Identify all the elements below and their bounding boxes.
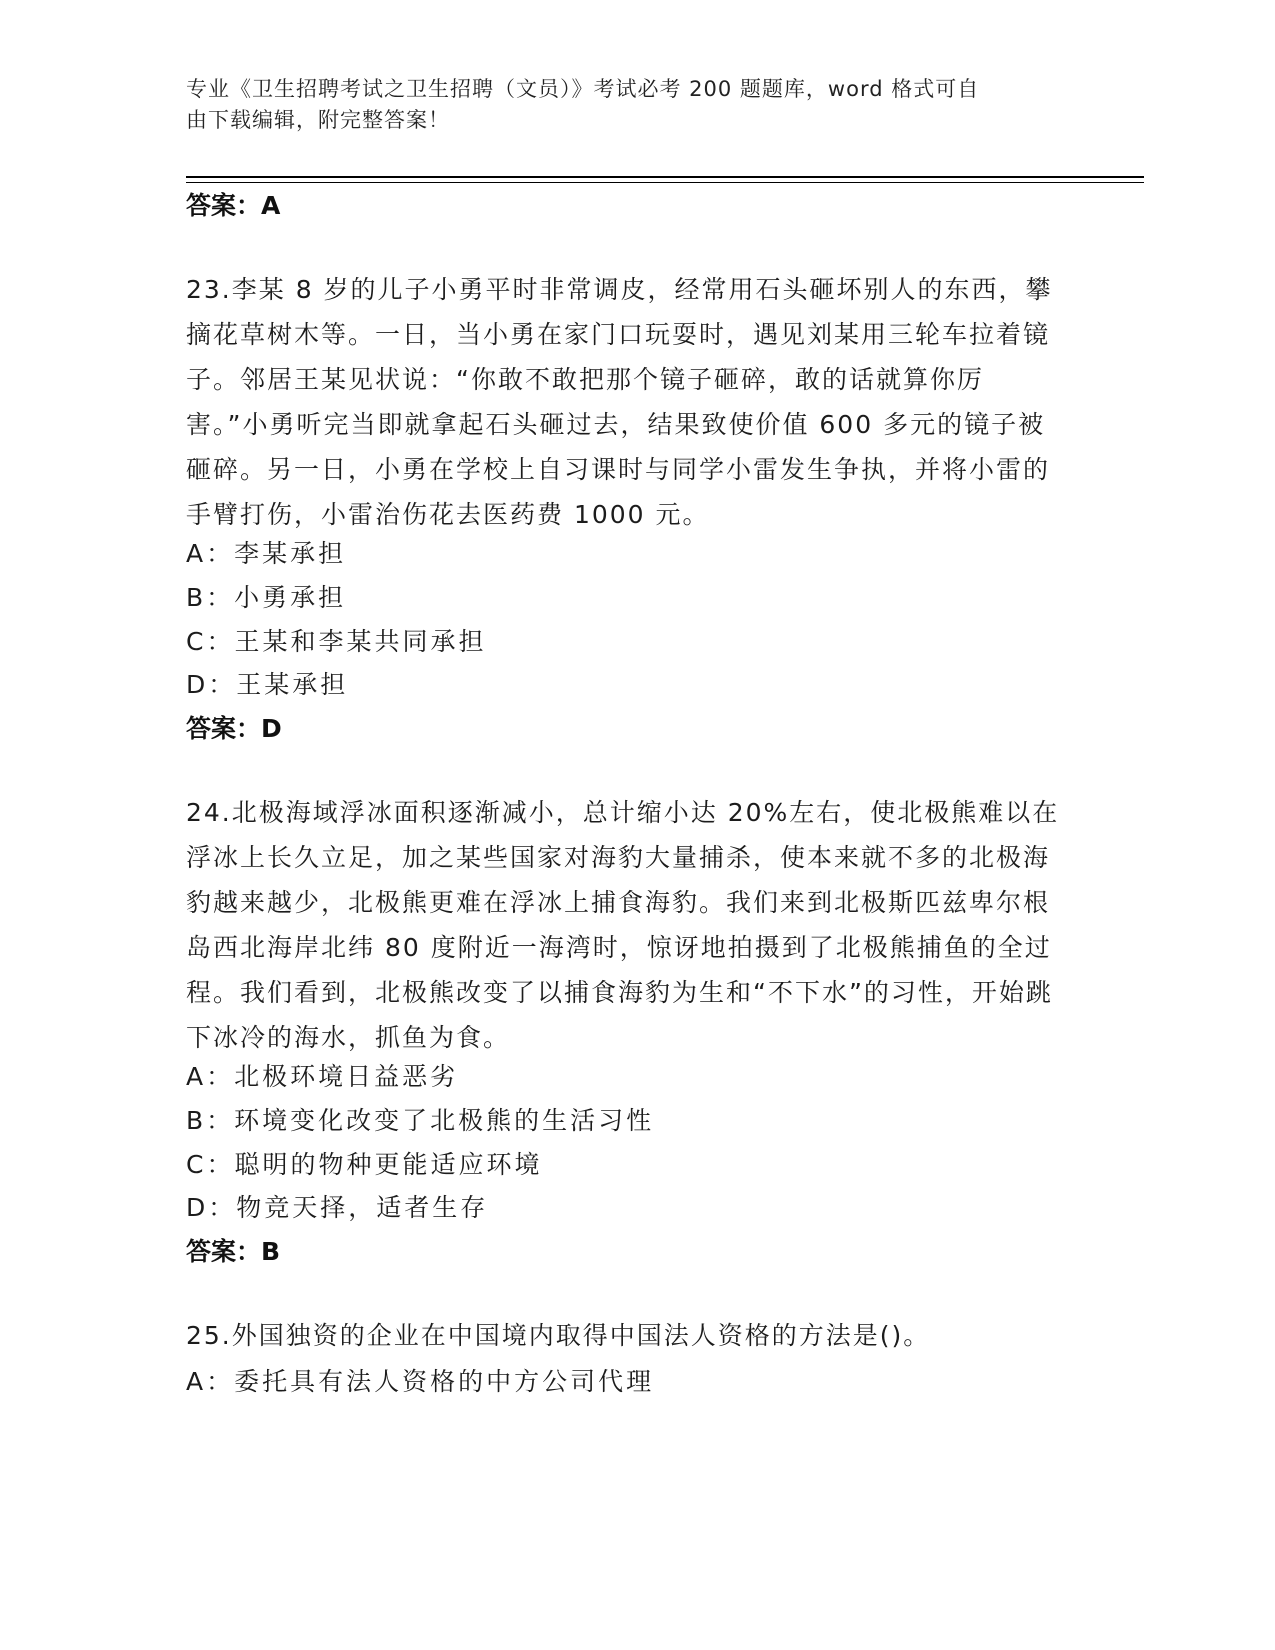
document-header	[186, 74, 1066, 136]
question-24-option-b: B：环境变化改变了北极熊的生活习性	[186, 1106, 655, 1135]
question-23-answer: 答案：D	[186, 714, 282, 743]
question-23-option-c: C：王某和李某共同承担	[186, 627, 487, 656]
header-rule-thick	[186, 176, 1144, 178]
header-rule-thin	[186, 182, 1144, 183]
question-23-option-d: D：王某承担	[186, 670, 349, 699]
question-23-option-a: A：李某承担	[186, 539, 347, 568]
question-23-text: 23.李某 8 岁的儿子小勇平时非常调皮，经常用石头砸坏别人的东西，攀摘花草树木等。一日，当小勇在家门口玩耍时，遇见刘某用三轮车拉着镜子。邻居王某见状说：“你敢不敢把那个镜子砸碎，敢的话就算你厉害。”小勇听完当即就拿起石头砸过去，结果致使价值 600 多元的镜子被砸碎。另一日，小勇在学校上自习课时与同学小雷发生争执，并将小雷的手臂打伤，小雷治伤花去医药费 1000 元。	[186, 275, 1053, 529]
header-line-2: 由下载编辑，附完整答案！	[186, 108, 450, 132]
question-24-text: 24.北极海域浮冰面积逐渐减小，总计缩小达 20%左右，使北极熊难以在浮冰上长久立足，加之某些国家对海豹大量捕杀，使本来就不多的北极海豹越来越少，北极熊更难在浮冰上捕食海豹。我们来到北极斯匹兹卑尔根岛西北海岸北纬 80 度附近一海湾时，惊讶地拍摄到了北极熊捕鱼的全过程。我们看到，北极熊改变了以捕食海豹为生和“不下水”的习性，开始跳下冰冷的海水，抓鱼为食。	[186, 798, 1060, 1052]
question-25-option-a: A：委托具有法人资格的中方公司代理	[186, 1367, 655, 1396]
question-24-option-a: A：北极环境日益恶劣	[186, 1062, 459, 1091]
answer-22: 答案：A	[186, 191, 281, 220]
question-23-option-b: B：小勇承担	[186, 583, 347, 612]
question-24-option-d: D：物竞天择，适者生存	[186, 1193, 489, 1222]
question-24-option-c: C：聪明的物种更能适应环境	[186, 1150, 543, 1179]
question-25-text: 25.外国独资的企业在中国境内取得中国法人资格的方法是()。	[186, 1321, 931, 1350]
question-24-answer: 答案：B	[186, 1237, 281, 1266]
header-line-1: 专业《卫生招聘考试之卫生招聘（文员）》考试必考 200 题题库，word 格式可自	[186, 77, 980, 101]
